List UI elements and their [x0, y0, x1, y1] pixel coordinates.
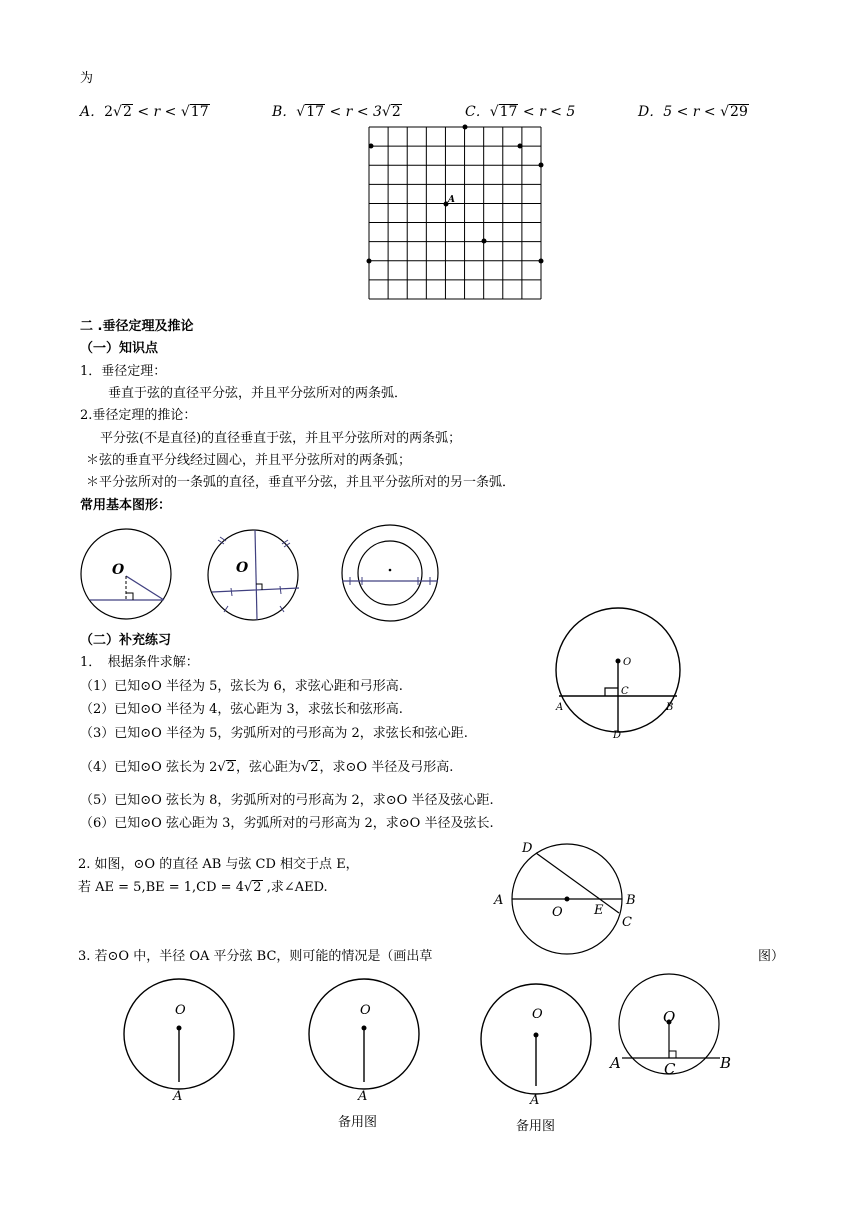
item2-line: 平分弦(不是直径)的直径垂直于弦，并且平分弦所对的两条弧； [100, 431, 462, 446]
spare-figure-label: 备用图 [516, 1119, 556, 1134]
grid-point [539, 163, 544, 168]
q1-line: （5）已知⊙O 弦长为 8，劣弧所对的弓形高为 2，求⊙O 半径及弦心距. [80, 793, 494, 808]
label-o: O [663, 1008, 676, 1026]
label-d: D [613, 730, 622, 741]
q1-title: 1． 根据条件求解： [80, 655, 199, 670]
label-d: D [522, 841, 533, 856]
basic-figure-2 [206, 526, 304, 624]
grid-point [482, 239, 487, 244]
grid-point [518, 144, 523, 149]
spare-figure-label: 备用图 [338, 1115, 378, 1130]
q1-figure [552, 600, 692, 750]
label-o: O [532, 1007, 543, 1022]
q1-line: （6）已知⊙O 弦心距为 3，劣弧所对的弓形高为 2，求⊙O 半径及弦长. [80, 816, 494, 831]
label-o: O [623, 657, 632, 668]
center-label: O [112, 562, 125, 578]
label-o: O [552, 905, 563, 920]
q1-line: （3）已知⊙O 半径为 5，劣弧所对的弓形高为 2，求弦长和弦心距. [80, 726, 468, 741]
radicand: 17 [499, 104, 518, 120]
grid-point [463, 125, 468, 130]
label-b: B [720, 1054, 732, 1072]
label-a: A [494, 893, 504, 908]
basic-figures-title: 常用基本图形： [80, 498, 172, 513]
label-b: B [666, 702, 674, 713]
label-c: C [621, 686, 629, 697]
option-d: D．5 < r < √29 [638, 104, 748, 120]
option-letter: C． [465, 104, 490, 120]
radicand: 2 [253, 880, 262, 895]
q2-figure [492, 838, 642, 950]
label-o: O [175, 1003, 186, 1018]
q3-line: 3. 若⊙O 中，半径 OA 平分弦 BC，则可能的情况是（画出草 [78, 949, 433, 964]
item2-line: ＊平分弦所对的一条弧的直径，垂直平分弦，并且平分弦所对的另一条弧． [86, 475, 516, 490]
q2-line: 2. 如图，⊙O 的直径 AB 与弦 CD 相交于点 E， [78, 857, 359, 872]
grid-lines [369, 127, 541, 299]
label-a: A [556, 702, 564, 713]
q1-line: （2）已知⊙O 半径为 4，弦心距为 3，求弦长和弦形高. [80, 702, 403, 717]
q1-text: ，求⊙O 半径及弓形高. [319, 760, 454, 775]
subsection-title: （二）补充练习 [80, 633, 172, 648]
q2-line: 若 AE = 5,BE = 1,CD = 4√2 ,求∠AED. [78, 880, 328, 895]
option-text: < r < 5 [518, 104, 576, 120]
label-a: A [610, 1054, 621, 1072]
q2-text: ,求∠AED. [262, 880, 328, 895]
option-b: B．√17 < r < 3√2 [272, 104, 401, 120]
item1-text: 垂直于弦的直径平分弦，并且平分弦所对的两条弧． [108, 386, 408, 401]
option-letter: D． [638, 104, 664, 120]
option-text: 2 [104, 104, 114, 120]
grid-point [539, 259, 544, 264]
grid-label-a: A [448, 195, 455, 205]
q2-text: 若 AE = 5,BE = 1,CD = 4 [78, 880, 244, 895]
radicand: 29 [730, 104, 748, 120]
option-text: < r < 3 [325, 104, 382, 120]
radicand: 17 [306, 104, 325, 120]
option-text: 5 < r < [663, 104, 721, 120]
label-a: A [173, 1089, 183, 1104]
item2-title: 2.垂径定理的推论： [80, 408, 197, 423]
section-title: 二 .垂径定理及推论 [80, 319, 194, 334]
radicand: 17 [190, 104, 209, 120]
grid-figure [368, 126, 542, 300]
radicand: 2 [310, 760, 319, 775]
label-c: C [622, 915, 632, 930]
q3-figure-1 [120, 980, 240, 1104]
option-a: A．2√2 < r < √17 [80, 104, 209, 120]
radicand: 2 [122, 104, 132, 120]
center-label: O [236, 560, 249, 576]
q3-line-end: 图） [758, 949, 785, 964]
grid-point [369, 144, 374, 149]
label-a: A [358, 1089, 368, 1104]
option-letter: B． [272, 104, 297, 120]
q3-figure-2 [305, 980, 425, 1104]
label-o: O [360, 1003, 371, 1018]
option-text: < r < [132, 104, 181, 120]
subsection-title: （一）知识点 [80, 341, 159, 356]
label-b: B [626, 893, 636, 908]
option-letter: A． [80, 104, 105, 120]
q1-text: ，弦心距为 [235, 760, 301, 775]
label-e: E [594, 903, 604, 918]
q1-line: （1）已知⊙O 半径为 5，弦长为 6，求弦心距和弓形高. [80, 679, 403, 694]
q1-text: （4）已知⊙O 弦长为 2 [80, 760, 218, 775]
q3-figure-4 [608, 972, 740, 1084]
item2-line: ＊弦的垂直平分线经过圆心，并且平分弦所对的两条弧； [86, 453, 412, 468]
basic-figure-3 [340, 524, 440, 624]
continued-text: 为 [80, 71, 94, 86]
item1-title: 1．垂径定理： [80, 364, 167, 379]
q1-line-4: （4）已知⊙O 弦长为 2√2，弦心距为√2，求⊙O 半径及弓形高. [80, 760, 454, 775]
radicand: 2 [391, 104, 401, 120]
grid-point [367, 259, 372, 264]
option-c: C．√17 < r < 5 [465, 104, 576, 120]
label-a: A [530, 1093, 540, 1108]
q3-figure-3 [478, 984, 598, 1106]
basic-figure-1 [80, 528, 172, 624]
radicand: 2 [226, 760, 235, 775]
label-c: C [664, 1060, 676, 1078]
